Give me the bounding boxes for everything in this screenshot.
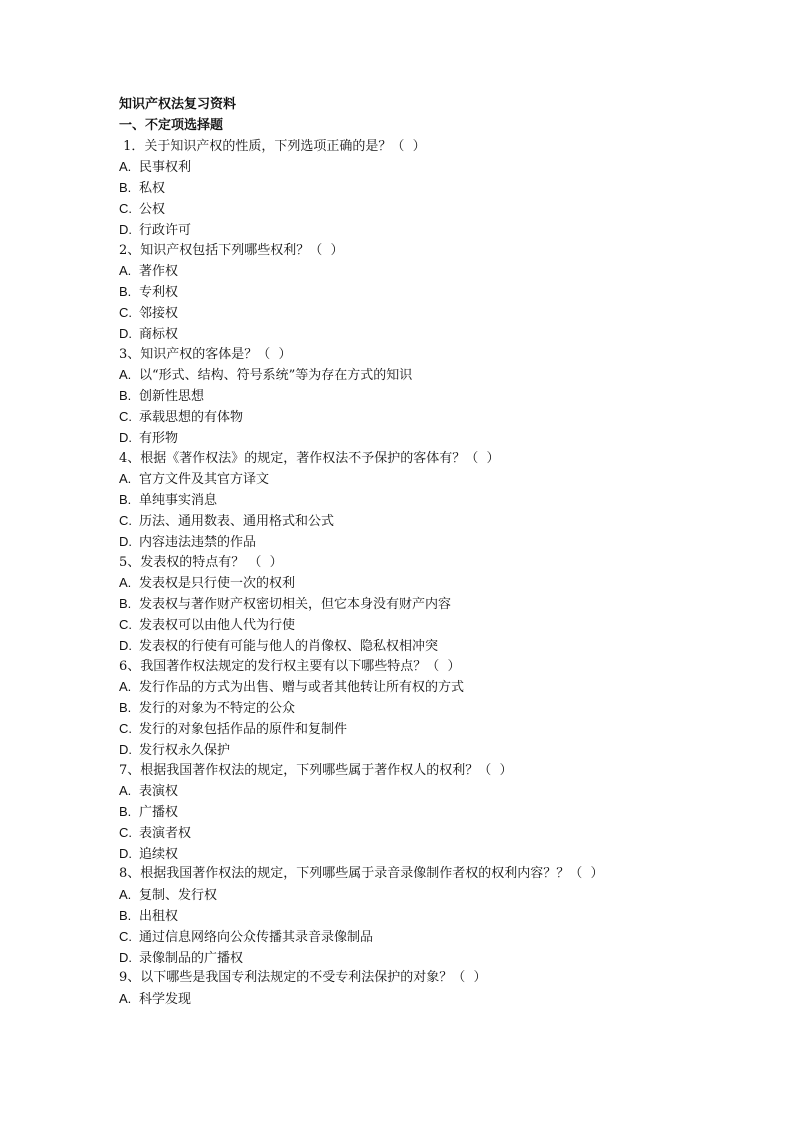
option-text: 发表权可以由他人代为行使 <box>139 617 296 633</box>
option-letter: A. <box>119 159 132 175</box>
option-item <box>119 573 719 594</box>
option-item <box>119 594 719 615</box>
option-item <box>119 615 719 636</box>
option-letter: C. <box>119 304 132 320</box>
option-letter: B. <box>119 700 132 716</box>
option-letter: A. <box>119 783 132 799</box>
option-text: 公权 <box>139 201 166 217</box>
option-letter: B. <box>119 908 132 924</box>
option-letter: D. <box>119 325 132 341</box>
option-text: 有形物 <box>139 430 179 446</box>
option-letter: B. <box>119 388 132 404</box>
option-letter: C. <box>119 616 132 632</box>
option-item <box>119 428 719 449</box>
option-item <box>119 844 719 865</box>
option-text: 发表权的行使有可能与他人的肖像权、隐私权相冲突 <box>139 638 439 654</box>
option-item <box>119 178 719 199</box>
option-text: 出租权 <box>139 909 179 925</box>
option-text: 历法、通用数表、通用格式和公式 <box>139 513 335 529</box>
option-letter: A. <box>119 263 132 279</box>
option-text: 承载思想的有体物 <box>139 409 244 425</box>
option-item <box>119 511 719 532</box>
option-text: 追续权 <box>139 846 179 862</box>
option-item <box>119 469 719 490</box>
option-item <box>119 823 719 844</box>
option-letter: C. <box>119 408 132 424</box>
option-item <box>119 948 719 969</box>
option-letter: D. <box>119 533 132 549</box>
option-letter: B. <box>119 596 132 612</box>
option-text: 广播权 <box>139 805 179 821</box>
question-text: 6、我国著作权法规定的发行权主要有以下哪些特点？（ ） <box>119 658 461 674</box>
option-item <box>119 490 719 511</box>
option-item <box>119 885 719 906</box>
question-text: 9、以下哪些是我国专利法规定的不受专利法保护的对象？（ ） <box>119 970 487 986</box>
option-letter: D. <box>119 637 132 653</box>
question-text: 3、知识产权的客体是？（ ） <box>119 346 292 362</box>
option-text: 发行权永久保护 <box>139 742 231 758</box>
option-item <box>119 407 719 428</box>
question-text: 1．关于知识产权的性质，下列选项正确的是？（ ） <box>119 138 426 154</box>
option-item <box>119 303 719 324</box>
option-item <box>119 740 719 761</box>
option-letter: C. <box>119 720 132 736</box>
option-text: 以“形式、结构、符号系统”等为存在方式的知识 <box>139 368 413 384</box>
option-item <box>119 365 719 386</box>
option-text: 录像制品的广播权 <box>139 950 244 966</box>
option-letter: B. <box>119 180 132 196</box>
option-item <box>119 677 719 698</box>
option-item <box>119 802 719 823</box>
option-letter: A. <box>119 575 132 591</box>
option-item <box>119 906 719 927</box>
option-item <box>119 282 719 303</box>
question-text: 4、根据《著作权法》的规定，著作权法不予保护的客体有？（ ） <box>119 450 500 466</box>
option-text: 行政许可 <box>139 222 192 238</box>
option-letter: D. <box>119 429 132 445</box>
question-text: 2、知识产权包括下列哪些权利？（ ） <box>119 242 344 258</box>
option-text: 表演权 <box>139 784 179 800</box>
option-text: 内容违法违禁的作品 <box>139 534 257 550</box>
option-letter: D. <box>119 845 132 861</box>
option-text: 发表权是只行使一次的权利 <box>139 576 296 592</box>
option-text: 官方文件及其官方译文 <box>139 472 270 488</box>
option-text: 发行作品的方式为出售、赠与或者其他转让所有权的方式 <box>139 680 465 696</box>
option-text: 发行的对象包括作品的原件和复制件 <box>139 721 348 737</box>
option-text: 发行的对象为不特定的公众 <box>139 701 296 717</box>
option-text: 私权 <box>139 181 166 197</box>
option-item <box>119 220 719 241</box>
question-text: 7、根据我国著作权法的规定，下列哪些属于著作权人的权利？（ ） <box>119 762 513 778</box>
document-title: 知识产权法复习资料 <box>119 97 237 112</box>
option-text: 专利权 <box>139 285 179 301</box>
option-letter: D. <box>119 949 132 965</box>
option-item <box>119 386 719 407</box>
question-text: 8、根据我国著作权法的规定，下列哪些属于录音录像制作者权的权利内容？？（ ） <box>119 866 604 882</box>
option-letter: A. <box>119 367 132 383</box>
option-letter: B. <box>119 284 132 300</box>
option-text: 著作权 <box>139 264 179 280</box>
option-item <box>119 261 719 282</box>
question-text: 5、发表权的特点有？ （ ） <box>119 554 283 570</box>
option-text: 商标权 <box>139 326 179 342</box>
option-letter: C. <box>119 200 132 216</box>
option-text: 通过信息网络向公众传播其录音录像制品 <box>139 929 374 945</box>
option-letter: D. <box>119 741 132 757</box>
option-letter: D. <box>119 221 132 237</box>
option-item <box>119 698 719 719</box>
option-letter: C. <box>119 824 132 840</box>
option-item <box>119 157 719 178</box>
option-text: 创新性思想 <box>139 389 205 405</box>
section-heading: 一、不定项选择题 <box>119 117 224 133</box>
option-item <box>119 199 719 220</box>
option-text: 表演者权 <box>139 825 192 841</box>
option-letter: A. <box>119 471 132 487</box>
option-text: 复制、发行权 <box>139 888 218 904</box>
option-item <box>119 989 719 1010</box>
option-text: 邻接权 <box>139 305 179 321</box>
question-list <box>119 137 719 1010</box>
option-item <box>119 636 719 657</box>
option-letter: A. <box>119 887 132 903</box>
option-letter: C. <box>119 928 132 944</box>
option-item <box>119 532 719 553</box>
option-text: 科学发现 <box>139 992 192 1008</box>
option-letter: B. <box>119 804 132 820</box>
option-letter: C. <box>119 512 132 528</box>
document-page <box>119 95 719 1010</box>
option-letter: A. <box>119 679 132 695</box>
option-text: 发表权与著作财产权密切相关，但它本身没有财产内容 <box>139 597 452 613</box>
option-text: 民事权利 <box>139 160 192 176</box>
option-letter: A. <box>119 991 132 1007</box>
option-item <box>119 719 719 740</box>
option-item <box>119 927 719 948</box>
option-item <box>119 324 719 345</box>
option-text: 单纯事实消息 <box>139 493 218 509</box>
option-letter: B. <box>119 492 132 508</box>
option-item <box>119 781 719 802</box>
